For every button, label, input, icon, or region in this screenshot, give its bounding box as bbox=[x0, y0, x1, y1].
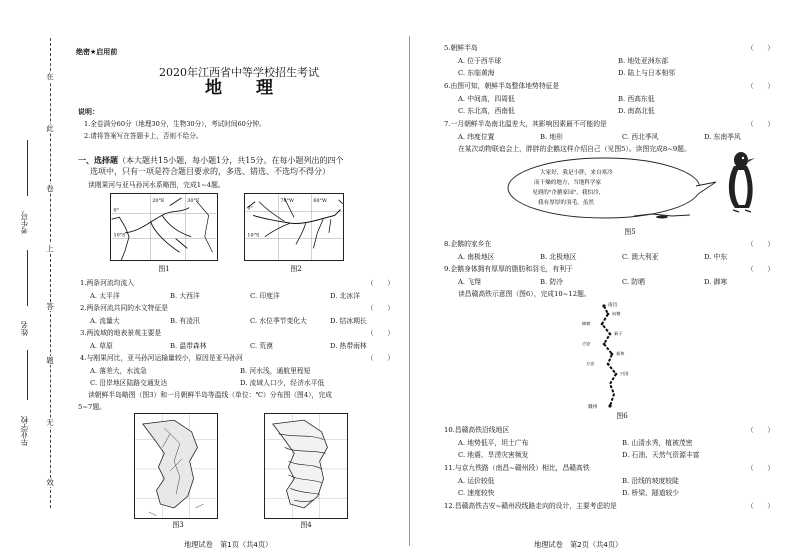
fig1-lat-label: 0° bbox=[113, 207, 120, 214]
option[interactable]: D. 东南季风 bbox=[704, 133, 741, 141]
secret-mark: 绝密★启用前 bbox=[76, 48, 118, 56]
intro-text: 在某次动物联谊会上，胖胖的企鹅这样介绍自己（见图5）。读图完成8~9题。 bbox=[458, 145, 691, 153]
bubble-line: 而干燥的地方，当地科学家 bbox=[534, 180, 602, 186]
fig1-lon-label: 20°E bbox=[152, 197, 165, 204]
field-line bbox=[27, 250, 28, 306]
option[interactable]: B. 大西洋 bbox=[170, 292, 200, 300]
option[interactable]: A. 地势低平，坦土广布 bbox=[458, 439, 529, 447]
seal-char: 上 bbox=[42, 244, 58, 253]
rail-station: 万安 bbox=[586, 361, 595, 366]
section-heading bbox=[78, 156, 400, 178]
option[interactable]: D. 热带雨林 bbox=[330, 342, 367, 350]
option[interactable]: B. 河水浅，通航里程短 bbox=[240, 367, 311, 375]
option[interactable]: C. 东临黄海 bbox=[458, 69, 495, 77]
figure-5-penguin-bubble bbox=[504, 156, 744, 226]
option[interactable]: A. 流量大 bbox=[90, 317, 120, 325]
question-9: 9.企鹅身体拥有厚厚的脂肪和羽毛，有利于 （ ） bbox=[444, 265, 774, 273]
option[interactable]: B. 地形 bbox=[540, 133, 563, 141]
option[interactable]: D. 南高北低 bbox=[618, 107, 655, 115]
option[interactable]: C. 沿岸地区陆路交通发达 bbox=[90, 379, 168, 387]
option[interactable]: B. 北极地区 bbox=[540, 253, 577, 261]
intro-text: 读朝鲜半岛略图（图3）和一月朝鲜半岛等温线（单位：℃）分布图（图4），完成 bbox=[88, 391, 332, 399]
option[interactable]: A. 中间高，四周低 bbox=[458, 95, 515, 103]
rail-station: 南昌 bbox=[608, 303, 618, 308]
exam-title: 2020年江西省中等学校招生考试 bbox=[159, 66, 319, 79]
question-8: 8.企鹅的家乡在 （ ） bbox=[444, 240, 774, 248]
option[interactable]: D. 结冰期长 bbox=[330, 317, 367, 325]
option[interactable]: C. 速度较快 bbox=[458, 489, 495, 497]
section-text: 选项中，只有一项是符合题目要求的，多选、错选、不选均不得分） bbox=[90, 166, 330, 176]
field-name: 姓名 bbox=[20, 321, 29, 336]
ice-floe-icon bbox=[632, 210, 692, 220]
question-4: 4.与刚果河比，亚马孙河运输量较小，原因是亚马孙河 （ ） bbox=[80, 354, 394, 362]
option[interactable]: D. 流域人口少，经济水平低 bbox=[240, 379, 325, 387]
option[interactable]: A. 落差大，水流急 bbox=[90, 367, 147, 375]
option[interactable]: C. 西北季风 bbox=[622, 133, 659, 141]
option[interactable]: B. 山清水秀，植被茂密 bbox=[622, 439, 693, 447]
seal-dashed-line bbox=[50, 38, 51, 508]
figure-6-caption: 图6 bbox=[616, 412, 628, 420]
option[interactable]: C. 澳大利亚 bbox=[622, 253, 659, 261]
rail-station: 樟树 bbox=[582, 321, 591, 326]
fig1-lat-label: 10°S bbox=[113, 232, 126, 239]
question-10: 10.昌赣高铁沿线地区 （ ） bbox=[444, 426, 774, 434]
option[interactable]: D. 石油、天然气资源丰富 bbox=[622, 451, 700, 459]
option[interactable]: C. 地震、旱涝灾害频发 bbox=[458, 451, 529, 459]
figure-3-caption: 图3 bbox=[172, 521, 184, 529]
note-line: 2.请将答案写在答题卡上，否则不给分。 bbox=[84, 132, 203, 140]
figure-4-caption: 图4 bbox=[300, 521, 312, 529]
page-footer: 地理试卷 第1页（共4页） bbox=[184, 540, 273, 549]
option[interactable]: A. 纬度位置 bbox=[458, 133, 495, 141]
figure-5-caption: 图5 bbox=[624, 228, 636, 236]
option[interactable]: D. 御寒 bbox=[704, 278, 728, 286]
rail-station: 向塘 bbox=[612, 311, 621, 316]
binding-strip bbox=[0, 0, 74, 560]
seal-char: 答 bbox=[42, 302, 58, 311]
seal-char: 无 bbox=[42, 418, 58, 427]
field-student-number: 考生号 bbox=[20, 211, 29, 234]
seal-char: 此 bbox=[42, 124, 58, 133]
option[interactable]: D. 桥梁、隧道较少 bbox=[622, 489, 680, 497]
page-footer: 地理试卷 第2页（共4页） bbox=[534, 540, 623, 549]
option[interactable]: B. 温带森林 bbox=[170, 342, 207, 350]
figure-2-amazon-map bbox=[244, 193, 344, 261]
notes-title: 说明： bbox=[78, 107, 99, 116]
question-11: 11.与京九铁路（南昌~赣州段）相比，昌赣高铁 （ ） bbox=[444, 464, 774, 472]
option[interactable]: A. 飞翔 bbox=[458, 278, 481, 286]
option[interactable]: A. 南极地区 bbox=[458, 253, 495, 261]
rail-station: 兴国 bbox=[620, 371, 629, 376]
question-2: 2.两条河流共同的水文特征是 （ ） bbox=[80, 304, 394, 312]
option[interactable]: A. 草原 bbox=[90, 342, 113, 350]
rail-station: 赣州 bbox=[588, 405, 598, 410]
seal-char: 效 bbox=[42, 478, 58, 487]
fig2-lon-label: 70°W bbox=[280, 197, 294, 204]
exam-page-1 bbox=[74, 0, 404, 560]
option[interactable]: C. 印度洋 bbox=[250, 292, 280, 300]
bubble-line: 大家好，我是小胖，来自寒冷 bbox=[540, 170, 613, 176]
option[interactable]: C. 水位季节变化大 bbox=[250, 317, 307, 325]
rail-station: 新干 bbox=[614, 331, 623, 336]
figure-2-caption: 图2 bbox=[290, 265, 302, 273]
option[interactable]: B. 西高东低 bbox=[618, 95, 655, 103]
figure-4-isotherm-map bbox=[264, 413, 348, 519]
bubble-line: 见到的"企鹅家园"，我怕冷， bbox=[532, 190, 605, 196]
option[interactable]: C. 荒漠 bbox=[250, 342, 273, 350]
option[interactable]: B. 沿线的坡度较陡 bbox=[622, 477, 679, 485]
seal-char: 卷 bbox=[42, 184, 58, 193]
fig2-lat-label: 10°S bbox=[247, 232, 260, 239]
section-text: （本大题共15小题，每小题1分，共15分。在每小题列出的四个 bbox=[118, 156, 344, 165]
intro-text: 读昌赣高铁示意图（图6），完成10~12题。 bbox=[458, 290, 591, 298]
fig1-lon-label: 30°E bbox=[187, 197, 200, 204]
seal-char: 题 bbox=[42, 356, 58, 365]
question-1: 1.两条河流均流入 （ ） bbox=[80, 279, 394, 287]
question-12: 12.昌赣高铁吉安~赣州段线路走向的设计，主要考虑的是 （ ） bbox=[444, 502, 774, 510]
fig2-lon-label: 60°W bbox=[313, 197, 327, 204]
option[interactable]: B. 地处亚洲东部 bbox=[618, 57, 669, 65]
question-5: 5.朝鲜半岛 （ ） bbox=[444, 44, 774, 52]
rail-station: 泰和 bbox=[616, 351, 625, 356]
note-line: 1.全卷满分60分（地理30分，生物30分），考试时间60分钟。 bbox=[84, 120, 266, 128]
option[interactable]: B. 防冷 bbox=[540, 278, 563, 286]
penguin-icon bbox=[719, 148, 769, 220]
rail-station: 吉安 bbox=[582, 341, 591, 346]
option[interactable]: C. 防晒 bbox=[622, 278, 645, 286]
field-school: 毕业学校 bbox=[20, 416, 29, 446]
figure-1-caption: 图1 bbox=[158, 265, 170, 273]
figure-6-rail-map bbox=[582, 300, 642, 412]
option[interactable]: D. 中东 bbox=[704, 253, 728, 261]
field-line bbox=[27, 140, 28, 196]
option[interactable]: A. 位于西半球 bbox=[458, 57, 502, 65]
section-label: 一、选择题 bbox=[78, 156, 118, 165]
figure-1-congo-map bbox=[110, 193, 218, 261]
option[interactable]: B. 有凌汛 bbox=[170, 317, 200, 325]
question-3: 3.两流域的地表景观主要是 （ ） bbox=[80, 329, 394, 337]
option[interactable]: C. 东北高，西南低 bbox=[458, 107, 515, 115]
subject-title: 地 理 bbox=[205, 78, 287, 98]
page-divider bbox=[409, 36, 410, 546]
intro-text: 读刚果河与亚马孙河水系略图，完成1~4题。 bbox=[88, 181, 225, 189]
figure-3-korea-map bbox=[134, 413, 218, 519]
exam-page-2 bbox=[414, 0, 784, 560]
bubble-line: 我有厚厚的羽毛，虽然 bbox=[538, 200, 594, 206]
question-7: 7.一月朝鲜半岛南北温差大，其影响因素最不可能的是 （ ） bbox=[444, 120, 774, 128]
option[interactable]: A. 太平洋 bbox=[90, 292, 120, 300]
option[interactable]: D. 北冰洋 bbox=[330, 292, 360, 300]
intro-text: 5~7题。 bbox=[78, 403, 106, 411]
fig2-lat-label: 0° bbox=[247, 205, 253, 212]
seal-char: 在 bbox=[42, 72, 58, 81]
question-6: 6.由图可知，朝鲜半岛整体地势特征是 （ ） bbox=[444, 82, 774, 90]
option[interactable]: A. 运价较低 bbox=[458, 477, 495, 485]
option[interactable]: D. 陆上与日本相邻 bbox=[618, 69, 676, 77]
field-line bbox=[27, 350, 28, 400]
